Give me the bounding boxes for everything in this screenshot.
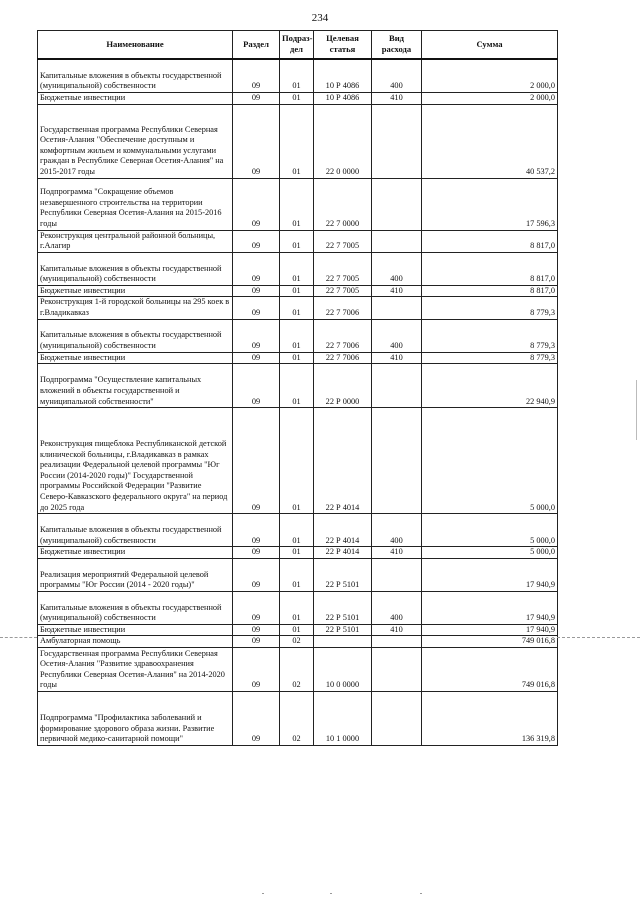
cell-sum: 5 000,0 — [422, 547, 558, 559]
table-row — [38, 104, 558, 178]
cell-type: 410 — [372, 352, 422, 364]
table-row — [38, 364, 558, 408]
cell-type — [372, 691, 422, 745]
cell-type — [372, 104, 422, 178]
cell-target: 22 7 7005 — [314, 230, 372, 252]
cell-sum: 8 779,3 — [422, 297, 558, 319]
cell-target: 22 7 0000 — [314, 178, 372, 230]
cell-target: 10 0 0000 — [314, 647, 372, 691]
table-body — [38, 59, 558, 746]
cell-target: 22 7 7006 — [314, 319, 372, 352]
table-row — [38, 647, 558, 691]
cell-subsection: 01 — [280, 93, 314, 105]
cell-section: 09 — [233, 178, 280, 230]
cell-section: 09 — [233, 230, 280, 252]
cell-sum: 8 817,0 — [422, 230, 558, 252]
cell-target: 22 Р 0000 — [314, 364, 372, 408]
cell-target: 10 Р 4086 — [314, 93, 372, 105]
cell-target: 22 0 0000 — [314, 104, 372, 178]
cell-type: 410 — [372, 93, 422, 105]
table-row — [38, 93, 558, 105]
table-row — [38, 285, 558, 297]
cell-type: 410 — [372, 285, 422, 297]
cell-target: 22 7 7006 — [314, 297, 372, 319]
cell-name: Реализация мероприятий Федеральной целевой программы "Юг России (2014 - 2020 годы)" — [38, 558, 233, 591]
cell-section: 09 — [233, 547, 280, 559]
cell-name: Бюджетные инвестиции — [38, 93, 233, 105]
cell-name: Реконструкция пищеблока Республиканской детской клинической больницы, г.Владикавказ в рамках реализации Федеральной целевой программы "Юг России (2014-2020 годы)" Государственной программы Российской Федерации "Развитие Северо-Кавказского федерального округа" на период до 2025 года — [38, 408, 233, 514]
cell-name: Реконструкция центральной районной больницы, г.Алагир — [38, 230, 233, 252]
cell-name: Подпрограмма "Осуществление капитальных вложений в объекты государственной и муниципальной собственности" — [38, 364, 233, 408]
cell-target — [314, 636, 372, 648]
scan-dot — [420, 893, 422, 894]
cell-section: 09 — [233, 352, 280, 364]
cell-name: Капитальные вложения в объекты государственной (муниципальной) собственности — [38, 319, 233, 352]
scan-dot — [262, 893, 264, 894]
cell-sum: 8 779,3 — [422, 319, 558, 352]
cell-section: 09 — [233, 558, 280, 591]
cell-subsection: 01 — [280, 352, 314, 364]
cell-type: 410 — [372, 547, 422, 559]
cell-name: Амбулаторная помощь — [38, 636, 233, 648]
cell-name: Бюджетные инвестиции — [38, 285, 233, 297]
table-row — [38, 408, 558, 514]
cell-subsection: 01 — [280, 104, 314, 178]
cell-sum: 17 940,9 — [422, 591, 558, 624]
cell-subsection: 01 — [280, 624, 314, 636]
cell-name: Капитальные вложения в объекты государственной (муниципальной) собственности — [38, 252, 233, 285]
cell-sum: 17 940,9 — [422, 624, 558, 636]
scan-edge-mark — [636, 380, 637, 440]
scan-artifact-line — [0, 637, 37, 638]
cell-subsection: 01 — [280, 558, 314, 591]
header-subsection: Подраз- дел — [280, 31, 314, 59]
cell-section: 09 — [233, 364, 280, 408]
cell-sum: 5 000,0 — [422, 514, 558, 547]
cell-sum: 136 319,8 — [422, 691, 558, 745]
cell-sum: 2 000,0 — [422, 93, 558, 105]
cell-section: 09 — [233, 624, 280, 636]
table-row — [38, 558, 558, 591]
cell-target: 22 7 7005 — [314, 252, 372, 285]
budget-table — [37, 30, 558, 746]
cell-type — [372, 297, 422, 319]
cell-target: 10 Р 4086 — [314, 59, 372, 93]
table-row — [38, 319, 558, 352]
table-row — [38, 59, 558, 93]
cell-name: Государственная программа Республики Северная Осетия-Алания "Обеспечение доступным и комфортным жильем и коммунальными услугами граждан в Республике Северная Осетия-Алания" на 2015-2017 годы — [38, 104, 233, 178]
cell-type — [372, 558, 422, 591]
cell-section: 09 — [233, 636, 280, 648]
cell-subsection: 01 — [280, 230, 314, 252]
table-header-row — [38, 31, 558, 59]
cell-sum: 749 016,8 — [422, 636, 558, 648]
cell-target: 22 Р 4014 — [314, 514, 372, 547]
cell-section: 09 — [233, 297, 280, 319]
header-target: Целевая статья — [314, 31, 372, 59]
cell-type — [372, 408, 422, 514]
cell-name: Подпрограмма "Сокращение объемов незавершенного строительства на территории Республики Северная Осетия-Алания на 2015-2016 годы — [38, 178, 233, 230]
cell-section: 09 — [233, 647, 280, 691]
cell-subsection: 01 — [280, 547, 314, 559]
cell-sum: 8 779,3 — [422, 352, 558, 364]
table-row — [38, 297, 558, 319]
cell-name: Бюджетные инвестиции — [38, 624, 233, 636]
cell-subsection: 01 — [280, 59, 314, 93]
cell-subsection: 01 — [280, 252, 314, 285]
cell-section: 09 — [233, 252, 280, 285]
cell-subsection: 01 — [280, 178, 314, 230]
cell-type: 400 — [372, 59, 422, 93]
cell-type: 400 — [372, 514, 422, 547]
page-number: 234 — [311, 12, 329, 24]
cell-sum: 5 000,0 — [422, 408, 558, 514]
cell-type: 400 — [372, 591, 422, 624]
cell-type — [372, 647, 422, 691]
cell-type — [372, 636, 422, 648]
table-row — [38, 636, 558, 648]
cell-target: 22 Р 5101 — [314, 558, 372, 591]
cell-target: 22 Р 5101 — [314, 624, 372, 636]
cell-type — [372, 230, 422, 252]
cell-sum: 749 016,8 — [422, 647, 558, 691]
cell-section: 09 — [233, 514, 280, 547]
cell-subsection: 01 — [280, 285, 314, 297]
cell-subsection: 01 — [280, 591, 314, 624]
header-name: Наименование — [38, 31, 233, 59]
cell-type — [372, 364, 422, 408]
table-row — [38, 691, 558, 745]
table-row — [38, 230, 558, 252]
cell-name: Капитальные вложения в объекты государственной (муниципальной) собственности — [38, 591, 233, 624]
cell-section: 09 — [233, 93, 280, 105]
cell-type: 400 — [372, 252, 422, 285]
cell-section: 09 — [233, 59, 280, 93]
header-sum: Сумма — [422, 31, 558, 59]
cell-subsection: 01 — [280, 514, 314, 547]
cell-target: 22 Р 4014 — [314, 408, 372, 514]
table-row — [38, 624, 558, 636]
cell-section: 09 — [233, 591, 280, 624]
cell-target: 22 7 7005 — [314, 285, 372, 297]
cell-name: Бюджетные инвестиции — [38, 352, 233, 364]
cell-section: 09 — [233, 691, 280, 745]
cell-sum: 8 817,0 — [422, 285, 558, 297]
cell-section: 09 — [233, 319, 280, 352]
cell-target: 10 1 0000 — [314, 691, 372, 745]
cell-type — [372, 178, 422, 230]
cell-name: Капитальные вложения в объекты государственной (муниципальной) собственности — [38, 59, 233, 93]
cell-name: Реконструкция 1-й городской больницы на 295 коек в г.Владикавказ — [38, 297, 233, 319]
cell-section: 09 — [233, 104, 280, 178]
cell-name: Подпрограмма "Профилактика заболеваний и формирование здорового образа жизни. Развитие первичной медико-санитарной помощи" — [38, 691, 233, 745]
cell-target: 22 Р 5101 — [314, 591, 372, 624]
cell-sum: 40 537,2 — [422, 104, 558, 178]
cell-sum: 8 817,0 — [422, 252, 558, 285]
cell-sum: 22 940,9 — [422, 364, 558, 408]
table-row — [38, 514, 558, 547]
table-row — [38, 178, 558, 230]
table-row — [38, 252, 558, 285]
cell-section: 09 — [233, 408, 280, 514]
cell-subsection: 01 — [280, 297, 314, 319]
table-row — [38, 352, 558, 364]
table-row — [38, 547, 558, 559]
scan-dot — [330, 893, 332, 894]
header-type: Вид расхода — [372, 31, 422, 59]
cell-subsection: 02 — [280, 691, 314, 745]
cell-name: Государственная программа Республики Северная Осетия-Алания "Развитие здравоохранения Республики Северная Осетия-Алания" на 2014-2020 годы — [38, 647, 233, 691]
cell-subsection: 01 — [280, 364, 314, 408]
table-row — [38, 591, 558, 624]
cell-subsection: 01 — [280, 408, 314, 514]
cell-subsection: 01 — [280, 319, 314, 352]
cell-sum: 2 000,0 — [422, 59, 558, 93]
cell-target: 22 Р 4014 — [314, 547, 372, 559]
cell-target: 22 7 7006 — [314, 352, 372, 364]
cell-sum: 17 596,3 — [422, 178, 558, 230]
header-section: Раздел — [233, 31, 280, 59]
cell-subsection: 02 — [280, 647, 314, 691]
cell-sum: 17 940,9 — [422, 558, 558, 591]
cell-name: Капитальные вложения в объекты государственной (муниципальной) собственности — [38, 514, 233, 547]
cell-subsection: 02 — [280, 636, 314, 648]
cell-name: Бюджетные инвестиции — [38, 547, 233, 559]
scan-artifact-line — [557, 637, 640, 638]
cell-type: 400 — [372, 319, 422, 352]
cell-section: 09 — [233, 285, 280, 297]
cell-type: 410 — [372, 624, 422, 636]
